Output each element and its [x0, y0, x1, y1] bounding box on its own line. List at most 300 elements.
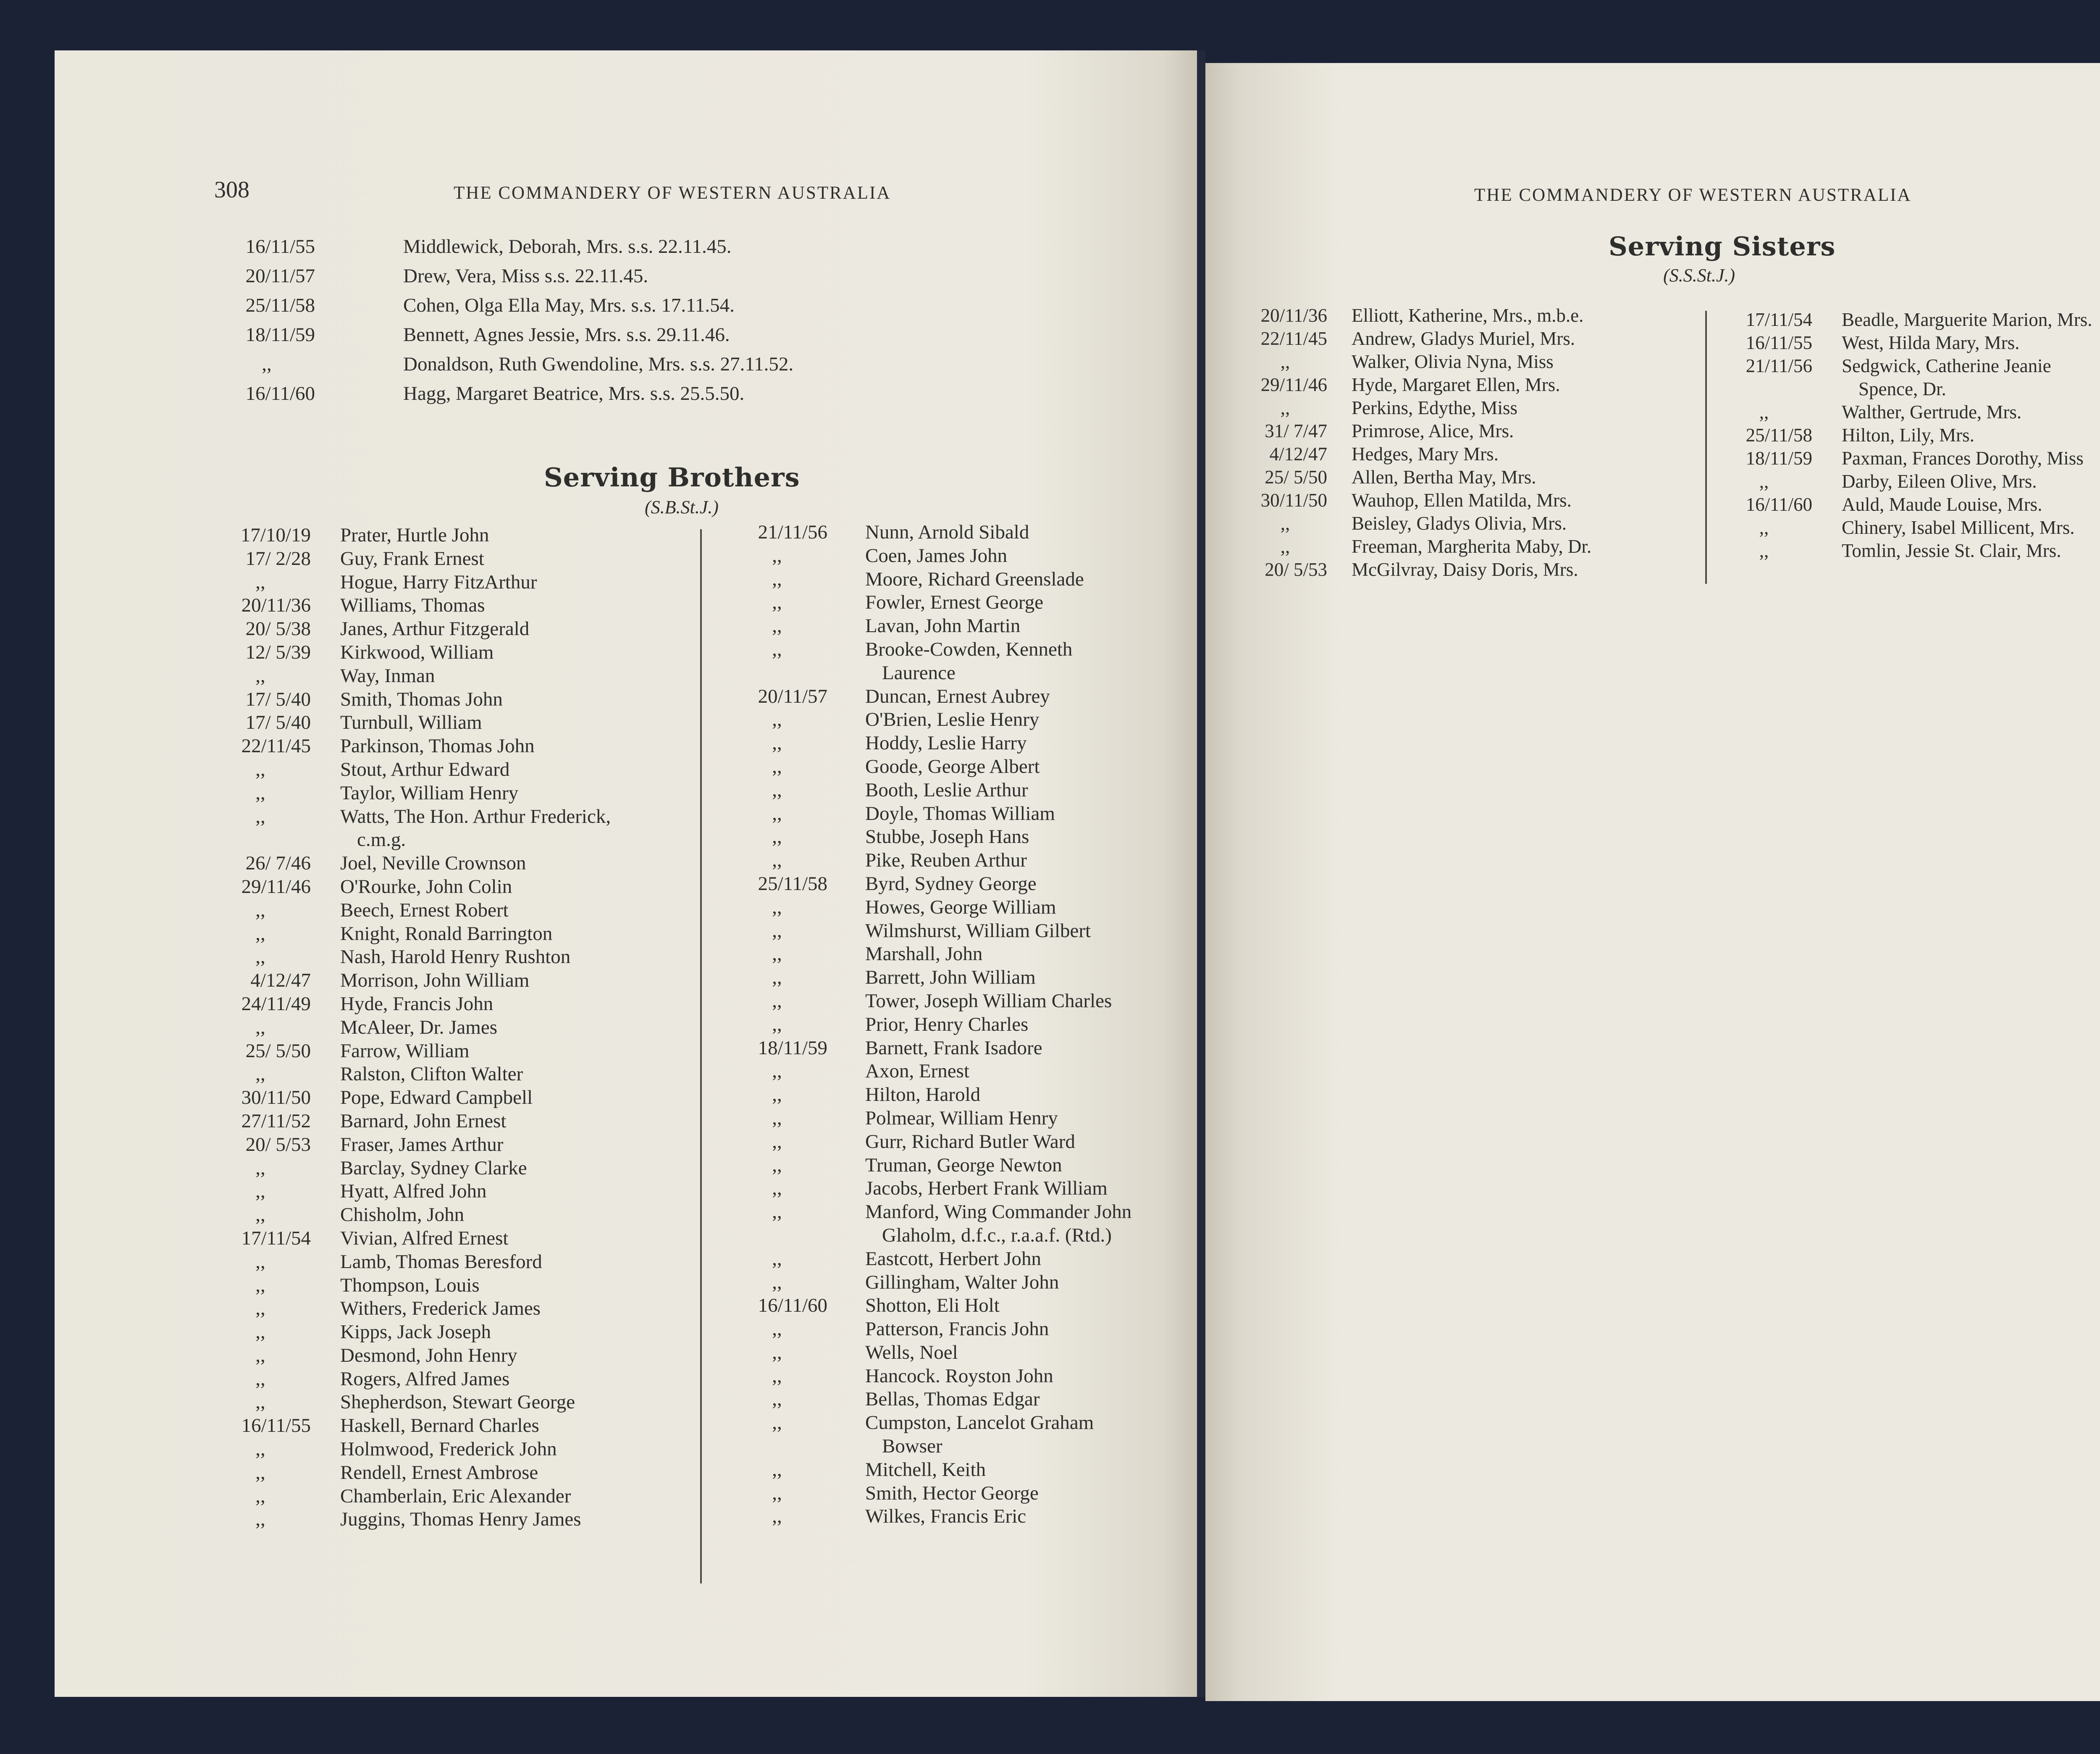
list-item: [727, 1247, 1147, 1271]
list-item: [727, 614, 1147, 638]
list-item: [210, 1297, 748, 1321]
entry-name: Joel, Neville Crownson: [340, 852, 526, 874]
entry-date: ,,: [772, 755, 782, 777]
list-item: [1243, 304, 1726, 327]
list-item: [727, 1411, 1147, 1435]
entry-date: ,,: [772, 1318, 782, 1340]
entry-name: Byrd, Sydney George: [865, 872, 1037, 895]
entry-date: ,,: [772, 1130, 782, 1153]
entry-name: Bellas, Thomas Edgar: [865, 1388, 1040, 1410]
book-gutter: [1197, 50, 1205, 1697]
entry-date: ,,: [255, 1368, 265, 1390]
entry-name: Vivian, Alfred Ernest: [340, 1227, 509, 1249]
list-item: [727, 1107, 1147, 1130]
list-item: [727, 779, 1147, 802]
entry-name: Beadle, Marguerite Marion, Mrs.: [1842, 309, 2092, 330]
list-item: [727, 568, 1147, 591]
entry-date: ,,: [255, 571, 265, 593]
section-title: Serving Sisters: [1609, 231, 1836, 262]
entry-date: 16/11/60: [245, 383, 315, 404]
entry-date: ,,: [772, 1154, 782, 1176]
entry-name: Chamberlain, Eric Alexander: [340, 1485, 571, 1507]
list-item: [727, 825, 1147, 849]
list-item: [727, 1294, 1147, 1318]
entry-name: Hyde, Margaret Ellen, Mrs.: [1352, 374, 1560, 395]
list-item: [210, 1321, 748, 1344]
entry-date: ,,: [255, 1461, 265, 1484]
entry-name: Howes, George William: [865, 896, 1056, 918]
list-item: [727, 919, 1147, 943]
entry-date: ,,: [255, 1297, 265, 1320]
entry-date: 30/11/50: [241, 1087, 311, 1109]
entry-name: Barnard, John Ernest: [340, 1110, 507, 1132]
entry-name: Cohen, Olga Ella May, Mrs. s.s. 17.11.54.: [403, 294, 735, 316]
list-item: [1243, 396, 1726, 420]
entry-name: Coen, James John: [865, 544, 1008, 567]
entry-date: 25/ 5/50: [1265, 467, 1327, 488]
entry-date: ,,: [772, 990, 782, 1012]
entry-name: Gurr, Richard Butler Ward: [865, 1130, 1075, 1153]
list-item: [210, 1485, 748, 1508]
entry-name: Darby, Eileen Olive, Mrs.: [1842, 471, 2037, 492]
entry-name: Jacobs, Herbert Frank William: [865, 1177, 1108, 1200]
list-item: [210, 1063, 748, 1086]
entry-date: 20/11/57: [245, 265, 315, 287]
section-abbreviation: (S.S.St.J.): [1663, 265, 1735, 286]
list-item: [1243, 512, 1726, 535]
list-item: [727, 1271, 1147, 1294]
entry-date: ,,: [772, 1060, 782, 1082]
list-item: [218, 349, 1058, 379]
entry-date: 20/ 5/53: [245, 1133, 311, 1155]
list-item: [727, 966, 1147, 990]
entry-name: Spence, Dr.: [1858, 378, 1946, 399]
running-head: THE COMMANDERY OF WESTERN AUSTRALIA: [1474, 185, 1912, 205]
entry-date: ,,: [772, 544, 782, 567]
entry-date: ,,: [1759, 540, 1769, 561]
entry-date: ,,: [772, 919, 782, 942]
list-item: [210, 1438, 748, 1461]
list-item: [210, 1227, 748, 1250]
list-item: [727, 1200, 1147, 1224]
entry-date: ,,: [255, 758, 265, 780]
list-item: [727, 1435, 1147, 1458]
entry-date: 17/ 5/40: [245, 712, 311, 734]
list-item: [210, 969, 748, 993]
entry-date: ,,: [255, 1063, 265, 1085]
page-number: 308: [214, 177, 249, 203]
entry-date: 25/11/58: [245, 294, 315, 316]
entry-name: Sedgwick, Catherine Jeanie: [1842, 355, 2051, 376]
list-item: [727, 1060, 1147, 1083]
entry-date: 18/11/59: [1746, 448, 1812, 469]
list-item: [210, 758, 748, 782]
entry-name: c.m.g.: [357, 829, 406, 851]
entry-name: Mitchell, Keith: [865, 1458, 986, 1481]
entry-date: ,,: [772, 1177, 782, 1200]
section-title: Serving Brothers: [544, 462, 800, 493]
entry-name: Pope, Edward Campbell: [340, 1087, 533, 1109]
list-item: [727, 591, 1147, 614]
entry-name: Farrow, William: [340, 1040, 470, 1062]
list-item: [1243, 535, 1726, 558]
list-item: [727, 1458, 1147, 1482]
list-item: [210, 547, 748, 571]
list-item: [210, 1110, 748, 1133]
entry-date: 25/11/58: [1746, 425, 1812, 446]
entry-name: Wauhop, Ellen Matilda, Mrs.: [1352, 490, 1572, 511]
entry-name: Chinery, Isabel Millicent, Mrs.: [1842, 517, 2075, 538]
left-page: [55, 50, 1197, 1697]
list-item: [210, 1344, 748, 1368]
list-item: [1243, 420, 1726, 443]
list-item: [1716, 447, 2100, 470]
entry-name: Brooke-Cowden, Kenneth: [865, 638, 1073, 660]
entry-name: Paxman, Frances Dorothy, Miss: [1842, 448, 2084, 469]
entry-date: ,,: [255, 1016, 265, 1038]
column-divider: [700, 529, 702, 1583]
list-item: [727, 1365, 1147, 1388]
entry-name: Doyle, Thomas William: [865, 802, 1055, 824]
entry-date: 24/11/49: [241, 993, 311, 1015]
entry-date: 20/11/36: [1260, 305, 1327, 326]
list-item: [1716, 539, 2100, 562]
entry-date: ,,: [255, 1485, 265, 1507]
entry-name: Morrison, John William: [340, 969, 530, 992]
list-item: [1243, 350, 1726, 373]
running-head: THE COMMANDERY OF WESTERN AUSTRALIA: [454, 183, 891, 203]
list-item: [727, 849, 1147, 872]
entry-name: Kirkwood, William: [340, 641, 494, 663]
list-item: [1716, 424, 2100, 447]
sisters-column-2: [1716, 308, 2100, 562]
entry-date: 20/ 5/53: [1265, 559, 1327, 580]
entry-name: Duncan, Ernest Aubrey: [865, 685, 1050, 707]
entry-date: ,,: [1759, 402, 1769, 423]
list-item: [210, 664, 748, 688]
entry-name: Freeman, Margherita Maby, Dr.: [1352, 536, 1592, 557]
entry-name: Laurence: [882, 662, 956, 684]
entry-name: Axon, Ernest: [865, 1060, 970, 1082]
list-item: [727, 1037, 1147, 1060]
entry-name: Walther, Gertrude, Mrs.: [1842, 402, 2022, 423]
list-item: [727, 1482, 1147, 1505]
entry-date: 20/11/57: [758, 685, 827, 707]
entry-name: Turnbull, William: [340, 712, 482, 734]
entry-date: ,,: [1280, 513, 1290, 534]
entry-date: ,,: [255, 899, 265, 921]
entry-date: ,,: [772, 966, 782, 989]
entry-date: ,,: [772, 638, 782, 660]
entry-date: ,,: [255, 1250, 265, 1273]
entry-name: Polmear, William Henry: [865, 1107, 1058, 1129]
list-item: [210, 922, 748, 946]
list-item: [1716, 470, 2100, 493]
list-item: [210, 993, 748, 1016]
list-item: [210, 945, 748, 969]
entry-name: Kipps, Jack Joseph: [340, 1321, 491, 1343]
entry-date: 20/11/36: [241, 594, 311, 617]
entry-name: Walker, Olivia Nyna, Miss: [1352, 351, 1554, 372]
list-item: [727, 638, 1147, 662]
entry-name: Barclay, Sydney Clarke: [340, 1157, 527, 1179]
entry-name: Hagg, Margaret Beatrice, Mrs. s.s. 25.5.50.: [403, 383, 745, 404]
entry-name: Middlewick, Deborah, Mrs. s.s. 22.11.45.: [403, 236, 732, 257]
entry-date: ,,: [772, 709, 782, 731]
entry-date: 27/11/52: [241, 1110, 311, 1132]
entry-name: Shotton, Eli Holt: [865, 1294, 1000, 1317]
entry-name: Bennett, Agnes Jessie, Mrs. s.s. 29.11.46.: [403, 324, 730, 346]
list-item: [210, 735, 748, 758]
list-item: [727, 1224, 1147, 1247]
entry-name: Taylor, William Henry: [340, 782, 519, 804]
entry-name: Allen, Bertha May, Mrs.: [1352, 467, 1536, 488]
entry-name: Hilton, Lily, Mrs.: [1842, 425, 1974, 446]
entry-date: ,,: [772, 1013, 782, 1035]
top-entries: [218, 232, 1058, 408]
entry-name: Patterson, Francis John: [865, 1318, 1049, 1340]
entry-date: ,,: [772, 826, 782, 848]
entry-name: Wilkes, Francis Eric: [865, 1505, 1026, 1528]
entry-name: Bowser: [882, 1435, 942, 1457]
entry-date: 16/11/60: [1746, 494, 1812, 515]
entry-name: Primrose, Alice, Mrs.: [1352, 420, 1514, 441]
entry-name: Juggins, Thomas Henry James: [340, 1508, 581, 1531]
entry-name: Beech, Ernest Robert: [340, 899, 509, 921]
entry-name: Gillingham, Walter John: [865, 1271, 1059, 1293]
entry-name: McAleer, Dr. James: [340, 1016, 498, 1038]
entry-name: Hilton, Harold: [865, 1084, 981, 1106]
entry-date: 21/11/56: [758, 521, 827, 543]
list-item: [210, 1461, 748, 1485]
list-item: [727, 1318, 1147, 1341]
entry-name: Hoddy, Leslie Harry: [865, 732, 1027, 754]
list-item: [210, 1203, 748, 1227]
entry-name: O'Brien, Leslie Henry: [865, 709, 1040, 731]
list-item: [210, 875, 748, 899]
entry-date: ,,: [772, 615, 782, 637]
entry-date: ,,: [1280, 351, 1290, 372]
entry-name: Stubbe, Joseph Hans: [865, 826, 1029, 848]
list-item: [210, 828, 748, 852]
brothers-column-1: [210, 524, 748, 1531]
entry-date: ,,: [255, 1180, 265, 1203]
entry-date: ,,: [255, 1344, 265, 1366]
entry-date: 4/12/47: [1269, 444, 1327, 465]
entry-date: 30/11/50: [1260, 490, 1327, 511]
brothers-column-2: [727, 521, 1147, 1528]
entry-date: 16/11/60: [758, 1294, 827, 1317]
list-item: [210, 594, 748, 617]
entry-date: ,,: [255, 1157, 265, 1179]
list-item: [727, 755, 1147, 779]
list-item: [210, 711, 748, 735]
entry-date: ,,: [772, 1271, 782, 1293]
entry-date: ,,: [255, 1508, 265, 1531]
right-page: [1205, 63, 2100, 1701]
entry-name: Lavan, John Martin: [865, 615, 1021, 637]
list-item: [1716, 331, 2100, 354]
list-item: [218, 320, 1058, 349]
entry-date: ,,: [772, 802, 782, 824]
entry-name: Stout, Arthur Edward: [340, 758, 510, 780]
list-item: [210, 1274, 748, 1297]
entry-name: Parkinson, Thomas John: [340, 735, 535, 757]
entry-date: ,,: [772, 1247, 782, 1270]
entry-date: 17/ 2/28: [245, 547, 311, 570]
entry-name: Tower, Joseph William Charles: [865, 990, 1112, 1012]
list-item: [210, 1508, 748, 1531]
list-item: [1243, 558, 1726, 581]
entry-name: Holmwood, Frederick John: [340, 1438, 557, 1460]
entry-name: Smith, Thomas John: [340, 688, 503, 710]
list-item: [727, 896, 1147, 919]
entry-date: ,,: [262, 353, 272, 375]
entry-name: Withers, Frederick James: [340, 1297, 541, 1320]
entry-date: 29/11/46: [1260, 374, 1327, 395]
list-item: [727, 1388, 1147, 1411]
entry-name: Manford, Wing Commander John: [865, 1201, 1132, 1223]
list-item: [727, 1341, 1147, 1365]
entry-date: ,,: [255, 805, 265, 827]
list-item: [1243, 327, 1726, 350]
entry-name: Prior, Henry Charles: [865, 1013, 1029, 1035]
entry-date: ,,: [772, 1365, 782, 1387]
entry-name: Marshall, John: [865, 943, 983, 965]
entry-name: Hancock. Royston John: [865, 1365, 1053, 1387]
list-item: [1716, 493, 2100, 516]
list-item: [727, 1154, 1147, 1177]
entry-name: Beisley, Gladys Olivia, Mrs.: [1352, 513, 1567, 534]
entry-date: ,,: [255, 946, 265, 968]
entry-date: 18/11/59: [758, 1037, 827, 1059]
entry-name: Barnett, Frank Isadore: [865, 1037, 1042, 1059]
list-item: [210, 617, 748, 641]
entry-date: ,,: [1759, 517, 1769, 538]
entry-name: Wells, Noel: [865, 1341, 958, 1363]
entry-date: 21/11/56: [1746, 355, 1812, 376]
entry-name: Watts, The Hon. Arthur Frederick,: [340, 805, 611, 827]
entry-name: Desmond, John Henry: [340, 1344, 517, 1366]
entry-date: ,,: [772, 1458, 782, 1481]
entry-date: ,,: [772, 1107, 782, 1129]
entry-name: Fowler, Ernest George: [865, 591, 1044, 614]
entry-name: Elliott, Katherine, Mrs., m.b.e.: [1352, 305, 1584, 326]
entry-name: Fraser, James Arthur: [340, 1133, 504, 1155]
entry-name: Prater, Hurtle John: [340, 524, 489, 546]
entry-name: Williams, Thomas: [340, 594, 485, 617]
list-item: [727, 521, 1147, 544]
entry-date: ,,: [772, 1482, 782, 1504]
entry-date: ,,: [772, 1412, 782, 1434]
list-item: [1716, 354, 2100, 378]
column-divider: [1705, 311, 1707, 584]
entry-name: Moore, Richard Greenslade: [865, 568, 1084, 590]
entry-date: 25/11/58: [758, 872, 827, 895]
entry-date: ,,: [255, 922, 265, 945]
entry-name: Tomlin, Jessie St. Clair, Mrs.: [1842, 540, 2061, 561]
list-item: [727, 662, 1147, 685]
entry-name: Truman, George Newton: [865, 1154, 1062, 1176]
list-item: [218, 232, 1058, 261]
entry-date: ,,: [772, 1388, 782, 1410]
entry-date: ,,: [772, 1084, 782, 1106]
list-item: [210, 1133, 748, 1157]
list-item: [1716, 401, 2100, 424]
entry-name: Wilmshurst, William Gilbert: [865, 919, 1091, 942]
list-item: [1243, 443, 1726, 466]
list-item: [210, 571, 748, 594]
list-item: [210, 1368, 748, 1391]
entry-date: ,,: [255, 1321, 265, 1343]
list-item: [727, 1083, 1147, 1107]
entry-name: Eastcott, Herbert John: [865, 1247, 1041, 1270]
list-item: [727, 943, 1147, 966]
list-item: [210, 1250, 748, 1274]
entry-name: Guy, Frank Ernest: [340, 547, 484, 570]
list-item: [210, 782, 748, 805]
entry-date: ,,: [772, 779, 782, 801]
list-item: [1716, 516, 2100, 539]
entry-date: 31/ 7/47: [1265, 420, 1327, 441]
entry-date: 29/11/46: [241, 875, 311, 898]
list-item: [210, 899, 748, 922]
list-item: [727, 1505, 1147, 1528]
entry-name: O'Rourke, John Colin: [340, 875, 512, 898]
list-item: [218, 261, 1058, 291]
list-item: [727, 990, 1147, 1013]
entry-name: Auld, Maude Louise, Mrs.: [1842, 494, 2042, 515]
list-item: [1716, 308, 2100, 331]
entry-name: Smith, Hector George: [865, 1482, 1039, 1504]
entry-name: Shepherdson, Stewart George: [340, 1391, 575, 1413]
list-item: [218, 379, 1058, 408]
entry-date: 17/11/54: [1746, 309, 1812, 330]
list-item: [727, 732, 1147, 755]
entry-name: Drew, Vera, Miss s.s. 22.11.45.: [403, 265, 648, 287]
list-item: [727, 872, 1147, 896]
entry-name: Rogers, Alfred James: [340, 1368, 510, 1390]
list-item: [727, 708, 1147, 732]
entry-name: Cumpston, Lancelot Graham: [865, 1412, 1094, 1434]
entry-date: 17/ 5/40: [245, 688, 311, 710]
entry-name: Perkins, Edythe, Miss: [1352, 397, 1518, 418]
list-item: [1716, 378, 2100, 401]
list-item: [1243, 466, 1726, 489]
entry-date: ,,: [255, 1204, 265, 1226]
entry-date: 20/ 5/38: [245, 618, 311, 640]
entry-date: 25/ 5/50: [245, 1040, 311, 1062]
entry-date: 4/12/47: [250, 969, 311, 992]
list-item: [727, 685, 1147, 709]
list-item: [727, 544, 1147, 568]
list-item: [727, 802, 1147, 826]
list-item: [727, 1177, 1147, 1200]
list-item: [210, 1157, 748, 1180]
entry-date: ,,: [772, 1201, 782, 1223]
entry-name: Pike, Reuben Arthur: [865, 849, 1027, 872]
entry-name: Donaldson, Ruth Gwendoline, Mrs. s.s. 27.11.52.: [403, 353, 794, 375]
entry-name: Hyde, Francis John: [340, 993, 494, 1015]
list-item: [1243, 373, 1726, 396]
list-item: [210, 1414, 748, 1438]
entry-date: 22/11/45: [1260, 328, 1327, 349]
list-item: [210, 641, 748, 664]
entry-name: Glaholm, d.f.c., r.a.a.f. (Rtd.): [882, 1224, 1112, 1246]
list-item: [1243, 489, 1726, 512]
entry-date: ,,: [772, 943, 782, 965]
entry-name: Lamb, Thomas Beresford: [340, 1250, 542, 1273]
